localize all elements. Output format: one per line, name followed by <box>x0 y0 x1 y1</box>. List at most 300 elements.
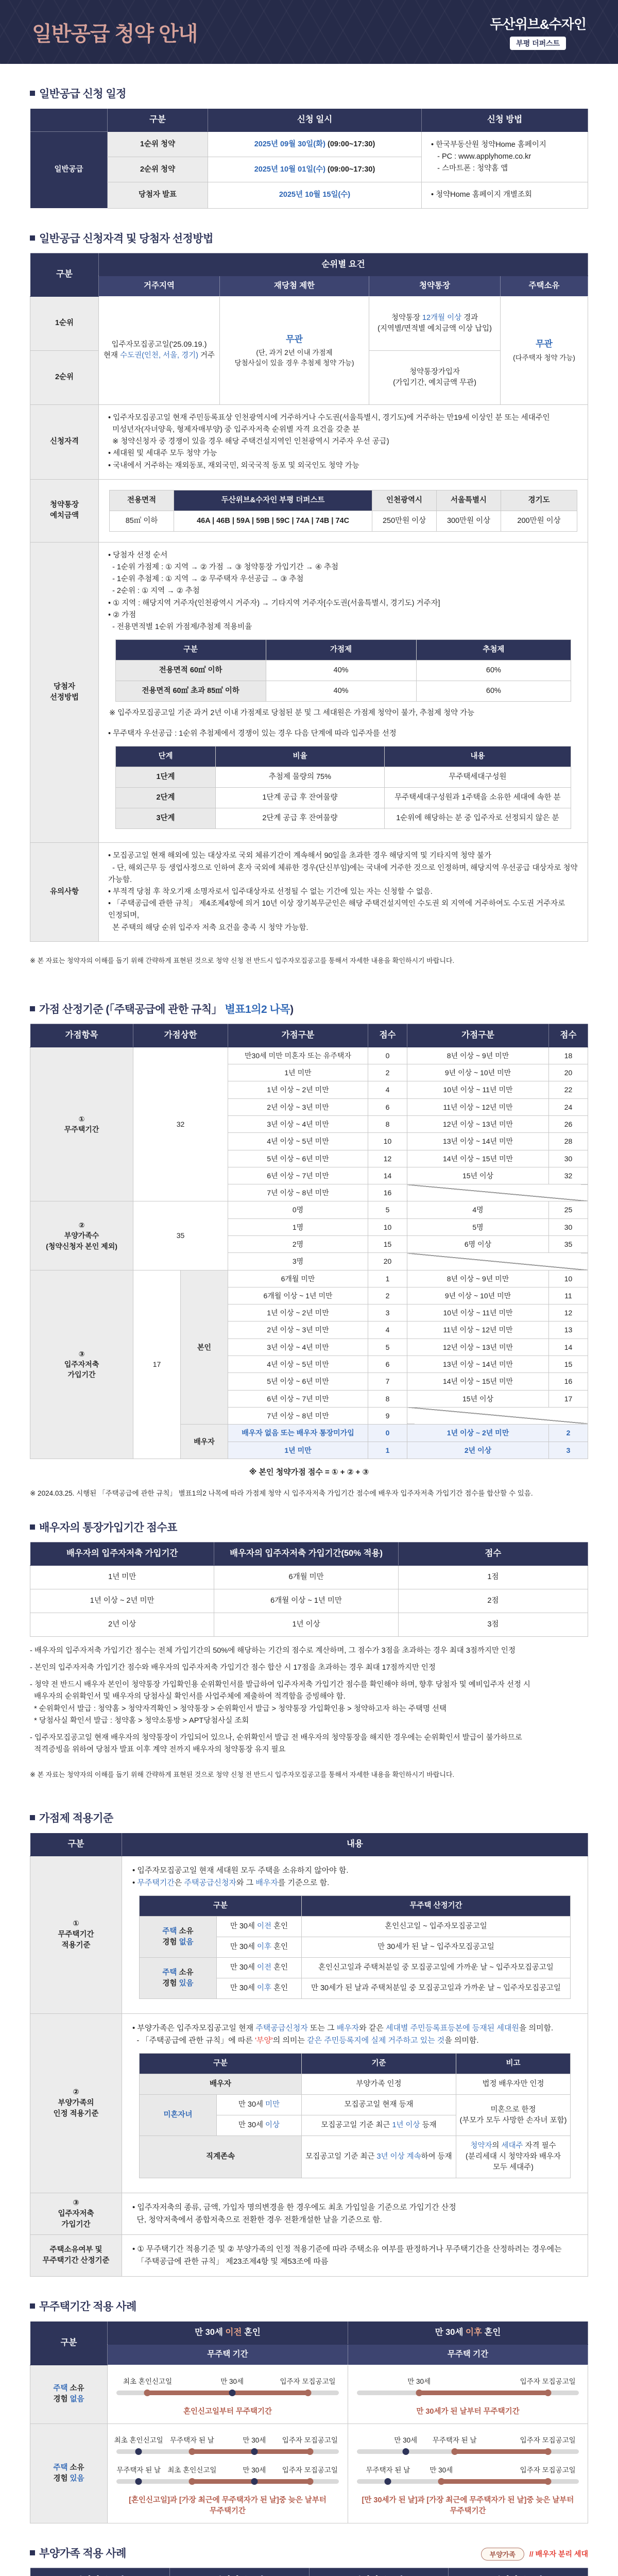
deposit-table <box>109 490 577 532</box>
text-span: 배우자 <box>255 1878 278 1888</box>
table-cell: 10 <box>368 1218 407 1235</box>
column-header: 만 30세 이전 혼인 <box>108 2321 348 2345</box>
ownership-cell <box>501 296 588 404</box>
table-cell: 1년 미만 <box>228 1064 368 1081</box>
section-bullet-icon <box>30 235 35 241</box>
text-line: • ① 무주택기간 적용기준 및 ② 부양가족의 인정 적용기준에 따라 주택소유 여부를 판정하거나 무주택기간을 산정하려는 경우에는 「주택공급에 관한 규칙」 제23조제4항 및 제53조에 따름 <box>132 2245 562 2266</box>
timeline-bar <box>455 2449 548 2454</box>
column-header: 전용면적 <box>110 490 174 511</box>
table-cell: 11 <box>549 1287 588 1304</box>
priority-line <box>108 728 578 740</box>
table-cell: 7 <box>368 1373 407 1390</box>
section-spouse-score <box>30 1519 588 1779</box>
table-cell: 18 <box>549 1047 588 1064</box>
brand-name: 두산위브&수자인 <box>490 16 586 32</box>
page-title: 일반공급 청약 안내 <box>32 22 198 45</box>
column-header: 두산위브&수자인 부평 더퍼스트 <box>174 490 372 511</box>
column-header: 내용 <box>122 1833 588 1856</box>
card-header-count <box>109 2575 125 2576</box>
table-cell: 1단계 <box>115 767 216 788</box>
table-cell: 무주택세대구성원 <box>384 767 571 788</box>
score-table <box>30 1024 588 1459</box>
row-label: 2순위 <box>30 350 99 404</box>
timeline-track <box>116 2449 339 2454</box>
row-label: 1순위 청약 <box>108 131 208 157</box>
score-max: 35 <box>133 1201 228 1270</box>
table-cell: 13년 이상 ~ 14년 미만 <box>407 1356 549 1373</box>
timeline-dot <box>306 2448 313 2455</box>
table-cell: 모집공고일 기준 최근 3년 이상 계속하여 등재 <box>301 2136 456 2178</box>
table-cell: 1 <box>368 1442 407 1459</box>
table-cell: 12년 이상 ~ 13년 미만 <box>407 1338 549 1355</box>
column-header: 가점항목 <box>30 1024 133 1047</box>
column-header: 단계 <box>115 747 216 767</box>
section-title <box>30 230 588 246</box>
text-line: - 단, 해외근무 등 생업사정으로 인하여 혼자 국외에 체류한 경우(단신부임)에는 국내에 거주한 것으로 인정하며, 해당지역 우선공급 대상자로 청약 가능함. <box>108 863 580 884</box>
table-cell: 4 <box>368 1081 407 1098</box>
stage-table <box>115 746 572 829</box>
text-span: 무주택기간 <box>137 1878 175 1888</box>
text-line: • 국내에서 거주하는 재외동포, 재외국민, 외국국적 동포 및 외국인도 청약 가능 <box>108 461 359 470</box>
account-rank2: 청약통장가입자 (가입기간, 예치금액 무관) <box>369 350 501 404</box>
table-cell: 4년 이상 ~ 5년 미만 <box>228 1356 368 1373</box>
table-cell: 1단계 공급 후 잔여물량 <box>216 788 384 808</box>
column-header: 가점구분 <box>228 1024 368 1047</box>
section-title <box>30 1810 588 1825</box>
timeline-cell <box>108 2424 348 2523</box>
section-title <box>30 2545 126 2561</box>
column-header: 거주지역 <box>99 276 220 296</box>
timeline-dot <box>188 2478 195 2485</box>
card-header-word <box>354 2575 388 2576</box>
legend <box>481 2548 588 2561</box>
text-line: • 「주택공급에 관한 규칙」 제4조제4항에 의거 10년 이상 장기복무군인은 해당 주택건설지역인 수도권 외 지역에 거주하여도 수도권 거주자로 인정되며, <box>108 900 568 920</box>
table-cell: 4명 <box>407 1201 549 1218</box>
table-cell: 13년 이상 ~ 14년 미만 <box>407 1133 549 1150</box>
section-title-text: 무주택기간 적용 사례 <box>39 2301 136 2313</box>
criteria-content <box>122 2193 588 2235</box>
text-span: 이후 <box>257 1984 272 1993</box>
family-cards-table <box>30 2568 588 2576</box>
text-line: • 입주자모집공고일 현재 주민등록표상 인천광역시에 거주하거나 수도권(서울특별시, 경기도)에 거주하는 만19세 이상인 분 또는 세대주인 <box>108 413 550 422</box>
section-schedule <box>30 86 588 209</box>
table-cell: 3점 <box>398 1613 588 1636</box>
column-header: 인천광역시 <box>372 490 437 511</box>
table-cell: 8년 이상 ~ 9년 미만 <box>407 1047 549 1064</box>
spouse-notes <box>30 1645 588 1756</box>
criteria-content <box>122 2014 588 2193</box>
table-cell: 32 <box>549 1167 588 1184</box>
column-header: 구분 <box>30 253 99 296</box>
family-card-header <box>309 2568 449 2576</box>
card-header-word <box>493 2575 527 2576</box>
table-cell: 6년 이상 ~ 7년 미만 <box>228 1167 368 1184</box>
table-cell: 16 <box>368 1184 407 1201</box>
caution-cell <box>99 843 588 941</box>
text-line: • 부적격 당첨 후 착오기재 소명자로서 입주대상자로 선정될 수 없는 기간에 있는 자는 신청할 수 없음. <box>108 888 433 896</box>
criteria-content <box>122 2235 588 2277</box>
text-span: 같은 주민등록지에 실제 거주하고 있는 것 <box>307 2036 445 2045</box>
timeline-cell <box>108 2365 348 2424</box>
timeline-dot <box>385 2478 391 2485</box>
row-label: 청약통장 예치금액 <box>30 479 99 542</box>
row-label: ② 부양가족의 인정 적용기준 <box>30 2014 122 2193</box>
text-line: - 1순위 추첨제 : ① 지역 → ② 무주택자 우선공급 → ③ 추첨 <box>108 575 304 584</box>
timeline <box>357 2463 579 2490</box>
table-cell: 만 30세 이후 혼인 <box>216 1937 301 1958</box>
table-cell: 15 <box>549 1356 588 1373</box>
section-cases <box>30 2298 588 2523</box>
column-header: 만 30세 이후 혼인 <box>348 2321 588 2345</box>
table-cell: 12 <box>549 1304 588 1321</box>
text-line: • ② 가점 <box>108 611 136 619</box>
text-span: 이후 <box>257 1943 272 1952</box>
table-cell: 5명 <box>407 1218 549 1235</box>
text-span: 미만 <box>265 2100 280 2109</box>
column-header: 비율 <box>216 747 384 767</box>
family-card-header <box>449 2568 588 2576</box>
text-line: ※ 청약신청자 중 경쟁이 있을 경우 해당 주택건설지역인 인천광역시 거주자 우선 공급) <box>108 437 389 446</box>
column-header: 구분 <box>139 1896 301 1917</box>
text-span: 세대별 주민등록표등본에 등재된 세대원 <box>386 2024 519 2033</box>
timeline-label: 무주택자 된 날 <box>170 2436 214 2444</box>
text-line: - 청약 전 반드시 배우자 본인이 청약통장 가입확인용 순위확인서를 발급하여 입주자저축 가입기간 점수를 확인해야 하며, 향후 당첨자 및 예비입주자 선정 시 배우자의 순위확인서 및 배우자의 당첨사실 확인서를 사업주체에 제출하여 적격함을 증빙해야 함. * 순위확인서 발급 : 청약홈 > 청약자격확인 > 청약통장 > 순위확인서 발급 > 청약통장 가입확인용 > 청약하고자 하는 주택명 선택 * 당첨사실 확인서 발급 : 청약홈 > 청약소통방 > APT당첨사실 조회 <box>30 1681 530 1725</box>
table-cell: 0명 <box>228 1201 368 1218</box>
column-header: 비고 <box>456 2054 570 2074</box>
row-label: 신청자격 <box>30 404 99 479</box>
timeline <box>116 2375 339 2401</box>
text-span: 주택 <box>53 2463 68 2472</box>
announce-method: • 청약Home 홈페이지 개별조회 <box>422 182 588 208</box>
schedule-date: 2025년 10월 01일(수) (09:00~17:30) <box>208 157 422 182</box>
text-line: - 「주택공급에 관한 규칙」에 따른 '부양'의 의미는 같은 주민등록지에 실제 거주하고 있는 것을 의미함. <box>132 2036 479 2045</box>
empty-diagonal-cell <box>407 1407 588 1424</box>
timeline-caption: 만 30세가 된 날부터 무주택기간 <box>416 2407 520 2416</box>
text-line: - 입주자모집공고일 현재 배우자의 청약통장이 가입되어 있으나, 순위확인서 발급 전 배우자의 청약통장을 해지한 경우에는 순위확인서 발급이 불가하므로 적격증빙을 위하여 당첨자 발표 이후 계약 전까지 배우자의 청약통장 유지 필요 <box>30 1733 522 1754</box>
table-cell: 7년 이상 ~ 8년 미만 <box>228 1184 368 1201</box>
row-label: 유의사항 <box>30 843 99 941</box>
timeline-label: 입주자 모집공고일 <box>520 2466 576 2474</box>
timeline <box>357 2375 579 2401</box>
column-header: 경기도 <box>501 490 577 511</box>
content <box>0 86 618 2576</box>
column-header: 내용 <box>384 747 571 767</box>
row-band: 일반공급 <box>30 131 108 208</box>
text-line: • ① 지역 : 해당지역 거주자(인천광역시 거주자) → 기타지역 거주자[수도권(서울특별시, 경기도) 거주자] <box>108 599 440 607</box>
column-header: 무주택 기간 <box>348 2345 588 2365</box>
timeline-label: 만 30세 <box>243 2436 266 2444</box>
table-cell: 만 30세가 된 날과 주택처분일 중 모집공고일과 가까운 날 ~ 입주자모집공고일 <box>301 1978 570 1999</box>
legend-badge: 부양가족 <box>481 2548 524 2561</box>
table-cell: 17 <box>549 1390 588 1407</box>
table-cell: 배우자 없음 또는 배우자 통장미가입 <box>228 1425 368 1442</box>
section-score <box>30 1001 588 1498</box>
ratio-table <box>115 639 572 702</box>
table-cell: 2점 <box>398 1589 588 1613</box>
table-cell: 85㎡ 이하 <box>110 511 174 531</box>
criteria-bullets <box>132 1865 577 1889</box>
timeline-label: 무주택자 된 날 <box>116 2466 161 2474</box>
table-cell: 30 <box>549 1218 588 1235</box>
table-cell: 2 <box>549 1425 588 1442</box>
timeline-dot <box>144 2389 151 2396</box>
table-cell: 혼인신고일과 주택처분일 중 모집공고일에 가까운 날 ~ 입주자모집공고일 <box>301 1958 570 1978</box>
text-span: // <box>529 2550 536 2558</box>
timeline-dot <box>438 2478 444 2485</box>
table-cell: 모집공고일 기준 최근 1년 이상 등재 <box>301 2115 456 2136</box>
column-header: 무주택 기간 <box>108 2345 348 2365</box>
table-cell: 1년 미만 <box>30 1565 214 1589</box>
rewin-sub: (단, 과거 2년 이내 가점제 당첨사실이 있을 경우 추첨제 청약 가능) <box>234 349 354 367</box>
family-card-header <box>30 2568 170 2576</box>
table-cell: 1년 이상 <box>214 1613 398 1636</box>
table-cell: 15년 이상 <box>407 1167 549 1184</box>
rewin-main: 무관 <box>286 334 303 344</box>
table-cell: 전용면적 60㎡ 이하 <box>115 660 266 681</box>
family-card-header <box>169 2568 309 2576</box>
table-cell: 10년 이상 ~ 11년 미만 <box>407 1081 549 1098</box>
unit-codes: 46A | 46B | 59A | 59B | 59C | 74A | 74B | 74C <box>174 511 372 531</box>
table-cell: 9 <box>368 1407 407 1424</box>
table-cell: 14년 이상 ~ 15년 미만 <box>407 1373 549 1390</box>
table-cell: 1년 미만 <box>228 1442 368 1459</box>
dependents-table <box>139 2053 571 2178</box>
section-bullet-icon <box>30 91 35 96</box>
table-cell: 혼인신고일 ~ 입주자모집공고일 <box>301 1917 570 1937</box>
text-line: 본 주택의 해당 순위 입주자 저축 요건을 충족 시 청약 가능함. <box>108 923 308 932</box>
timeline <box>357 2433 579 2460</box>
section-bullet-icon <box>30 2303 35 2309</box>
text-line: • 무주택기간은 주택공급신청자와 그 배우자를 기준으로 함. <box>132 1878 330 1888</box>
table-cell: 5 <box>368 1338 407 1355</box>
timeline-caption: [혼인신고일]과 [가장 최근에 무주택자가 된 날]중 늦은 날부터 무주택기간 <box>129 2496 327 2515</box>
table-cell: 1 <box>368 1270 407 1287</box>
table-cell: 추첨제 물량의 75% <box>216 767 384 788</box>
text-span: 2025년 09월 30일(화) <box>254 140 325 148</box>
column-header: 구분 <box>30 2321 108 2365</box>
table-cell: 8 <box>368 1390 407 1407</box>
table-cell: 40% <box>266 681 416 702</box>
timeline-dot <box>251 2478 258 2485</box>
schedule-date <box>208 182 422 208</box>
timeline-bar <box>147 2391 307 2395</box>
table-cell: 만 30세 이상 <box>216 2115 301 2136</box>
text-line: • 무주택자 우선공급 : 1순위 추첨제에서 경쟁이 있는 경우 다음 단계에 따라 입주자를 선정 <box>108 730 397 738</box>
table-cell: 만 30세 미만 <box>216 2095 301 2115</box>
card-header-word <box>75 2575 109 2576</box>
column-header: 점수 <box>368 1024 407 1047</box>
timeline-label: 입주자 모집공고일 <box>520 2436 576 2444</box>
row-label: 1순위 <box>30 296 99 350</box>
timeline-caption: 혼인신고일부터 무주택기간 <box>183 2407 272 2416</box>
text-line: • 당첨자 선정 순서 <box>108 551 168 560</box>
text-span: 청약자 <box>470 2142 492 2150</box>
criteria-bullets <box>132 2022 577 2047</box>
text-span: '부양' <box>255 2036 273 2045</box>
row-label: 주택 소유 경험 있음 <box>139 1958 216 1999</box>
section-qualification <box>30 230 588 965</box>
row-label: ③ 입주자저축 가입기간 <box>30 2193 122 2235</box>
text-span: 이상 <box>265 2121 280 2130</box>
card-header-count <box>248 2575 264 2576</box>
table-cell: 35 <box>549 1235 588 1252</box>
text-line: - 전용면적별 1순위 가점제/추첨제 적용비율 <box>108 622 252 631</box>
table-cell: 6 <box>368 1098 407 1115</box>
section-family <box>30 2545 588 2576</box>
row-label <box>139 2095 216 2136</box>
table-cell: 1년 이상 ~ 2년 미만 <box>407 1425 549 1442</box>
score-formula: ※ 본인 청약가점 점수 = ① + ② + ③ <box>249 1467 369 1477</box>
text-line: - 본인의 입주자저축 가입기간 점수와 배우자의 입주자저축 가입기간 점수 합산 시 17점을 초과하는 경우 최대 17점까지만 인정 <box>30 1664 436 1672</box>
ownership-sub: (다주택자 청약 가능) <box>513 353 575 362</box>
section-bullet-icon <box>30 1006 35 1011</box>
timeline-label: 최초 혼인신고일 <box>114 2436 163 2444</box>
apply-qualification <box>99 404 588 479</box>
text-span: 주택 <box>162 1968 177 1977</box>
ownership-main: 무관 <box>536 339 553 349</box>
text-span: 세대주 <box>501 2142 523 2150</box>
section-title-text: 가점제 적용기준 <box>39 1812 113 1825</box>
text-line: • 입주자모집공고일 현재 세대원 모두 주택을 소유하지 않아야 함. <box>132 1866 349 1875</box>
table-cell: 20 <box>549 1064 588 1081</box>
table-cell: 1년 이상 ~ 2년 미만 <box>30 1589 214 1613</box>
timeline-dot <box>416 2389 422 2396</box>
text-span: 2025년 10월 15일(수) <box>279 191 351 199</box>
table-cell: 6개월 미만 <box>214 1565 398 1589</box>
timeline-track <box>116 2479 339 2484</box>
table-cell: 청약자의 세대주 자격 필수 (분리세대 시 청약자와 배우자 모두 세대주) <box>456 2136 570 2178</box>
table-cell: 20 <box>368 1253 407 1270</box>
timeline-dot <box>451 2448 458 2455</box>
text-span: 이전 <box>225 2328 242 2337</box>
criteria-content <box>122 1856 588 2014</box>
table-cell: 200만원 이상 <box>501 511 577 531</box>
table-cell: 2명 <box>228 1235 368 1252</box>
corner-cell <box>30 109 108 132</box>
empty-diagonal-cell <box>407 1184 588 1201</box>
row-label: 당첨자 발표 <box>108 182 208 208</box>
timeline-label: 입주자 모집공고일 <box>282 2466 338 2474</box>
table-cell: 만 30세 이후 혼인 <box>216 1978 301 1999</box>
table-cell: 2단계 <box>115 788 216 808</box>
table-cell: 26 <box>549 1115 588 1132</box>
table-cell: 13 <box>549 1321 588 1338</box>
table-cell: 9년 이상 ~ 10년 미만 <box>407 1287 549 1304</box>
column-header: 배우자의 입주자저축 가입기간(50% 적용) <box>214 1542 398 1565</box>
row-label: 주택 소유 경험 없음 <box>139 1917 216 1958</box>
table-cell: 6개월 이상 ~ 1년 미만 <box>214 1589 398 1613</box>
section-title-text: 일반공급 신청 일정 <box>39 88 126 100</box>
table-cell: 6개월 이상 ~ 1년 미만 <box>228 1287 368 1304</box>
spouse-score-table <box>30 1542 588 1637</box>
column-header: 구분 <box>30 1833 122 1856</box>
column-header: 주택소유 <box>501 276 588 296</box>
empty-diagonal-cell <box>407 1253 588 1270</box>
text-span: 이후 <box>466 2328 482 2337</box>
table-cell: 2년 이상 ~ 3년 미만 <box>228 1098 368 1115</box>
project-badge: 부평 더퍼스트 <box>510 37 566 50</box>
selection-order <box>108 550 578 633</box>
timeline-label: 만 30세 <box>220 2377 244 2385</box>
selection-cell <box>99 542 588 843</box>
text-line: • 한국부동산원 청약Home 홈페이지 <box>431 140 546 149</box>
table-cell: 만 30세가 된 날 ~ 입주자모집공고일 <box>301 1937 570 1958</box>
table-cell: 10 <box>368 1133 407 1150</box>
score-max: 32 <box>133 1047 228 1201</box>
text-span: 1년 이상 <box>392 2121 420 2130</box>
table-cell: 12년 이상 ~ 13년 미만 <box>407 1115 549 1132</box>
section-criteria <box>30 1810 588 2277</box>
table-cell: 25 <box>549 1201 588 1218</box>
table-cell: 24 <box>549 1098 588 1115</box>
table-cell: 무주택세대구성원과 1주택을 소유한 세대에 속한 분 <box>384 788 571 808</box>
table-cell: 2 <box>368 1064 407 1081</box>
text-line: • 세대원 및 세대주 모두 청약 가능 <box>108 449 217 458</box>
section-title-text: 부양가족 적용 사례 <box>39 2547 126 2560</box>
text-span: 주택공급신청자 <box>255 2024 308 2033</box>
table-cell: 8년 이상 ~ 9년 미만 <box>407 1270 549 1287</box>
timeline-label: 입주자 모집공고일 <box>280 2377 336 2385</box>
timeline-dot <box>306 2478 313 2485</box>
timeline-dot <box>544 2448 551 2455</box>
timeline-label: 최초 혼인신고일 <box>123 2377 172 2385</box>
table-cell: 6년 이상 ~ 7년 미만 <box>228 1390 368 1407</box>
legend-separated <box>529 2549 588 2559</box>
column-header: 구분 <box>139 2054 301 2074</box>
row-label: 직계존속 <box>139 2136 301 2178</box>
table-cell: 3 <box>549 1442 588 1459</box>
text-span: 배우자 분리 세대 <box>535 2550 588 2558</box>
table-cell: 1명 <box>228 1218 368 1235</box>
text-line: • 입주자저축의 종류, 금액, 가입자 명의변경을 한 경우에도 최초 가입일을 기준으로 가입기간 산정 단, 청약저축에서 종합저축으로 전환한 경우 전환개설한 날을 기준으로 함. <box>132 2203 456 2225</box>
table-cell: 6명 이상 <box>407 1235 549 1252</box>
timeline-dot <box>544 2389 551 2396</box>
table-cell: 22 <box>549 1081 588 1098</box>
apply-method <box>422 131 588 182</box>
timeline-dot <box>135 2478 142 2485</box>
disclaimer-note: ※ 본 자료는 청약자의 이해를 돕기 위해 간략하게 표현된 것으로 청약 신청 전 반드시 입주자모집공고를 통해서 자세한 내용을 확인하시기 바랍니다. <box>30 956 455 964</box>
timeline-caption: [만 30세가 된 날]과 [가장 최근에 무주택자가 된 날]중 늦은 날부터 무주택기간 <box>362 2496 574 2515</box>
table-cell: 15년 이상 <box>407 1390 549 1407</box>
timeline <box>116 2433 339 2460</box>
table-cell: 3단계 <box>115 808 216 829</box>
text-span: 12개월 이상 <box>422 313 462 322</box>
table-cell: 만 30세 이전 혼인 <box>216 1958 301 1978</box>
timeline-dot <box>251 2448 258 2455</box>
column-header: 서울특별시 <box>437 490 501 511</box>
timeline-cell <box>348 2365 588 2424</box>
section-bullet-icon <box>30 2550 35 2555</box>
table-cell: 1점 <box>398 1565 588 1589</box>
column-header: 청약통장 <box>369 276 501 296</box>
timeline-dot <box>402 2448 409 2455</box>
table-cell: 1순위에 해당하는 분 중 입주자로 선정되지 않은 분 <box>384 808 571 829</box>
section-header-row <box>30 2545 588 2561</box>
table-cell: 10 <box>549 1270 588 1287</box>
table-cell: 60% <box>416 660 571 681</box>
qualification-table <box>30 253 588 942</box>
table-cell: 2 <box>368 1287 407 1304</box>
table-cell: 6개월 미만 <box>228 1270 368 1287</box>
row-label: 당첨자 선정방법 <box>30 542 99 843</box>
schedule-table <box>30 108 588 209</box>
timeline-label: 만 30세 <box>394 2436 418 2444</box>
text-span: 주택 <box>162 1927 177 1936</box>
timeline-label: 만 30세 <box>243 2466 266 2474</box>
table-cell: 5년 이상 ~ 6년 미만 <box>228 1150 368 1167</box>
score-item-label: ② 부양가족수 (청약신청자 본인 제외) <box>30 1201 133 1270</box>
section-title <box>30 1001 588 1016</box>
